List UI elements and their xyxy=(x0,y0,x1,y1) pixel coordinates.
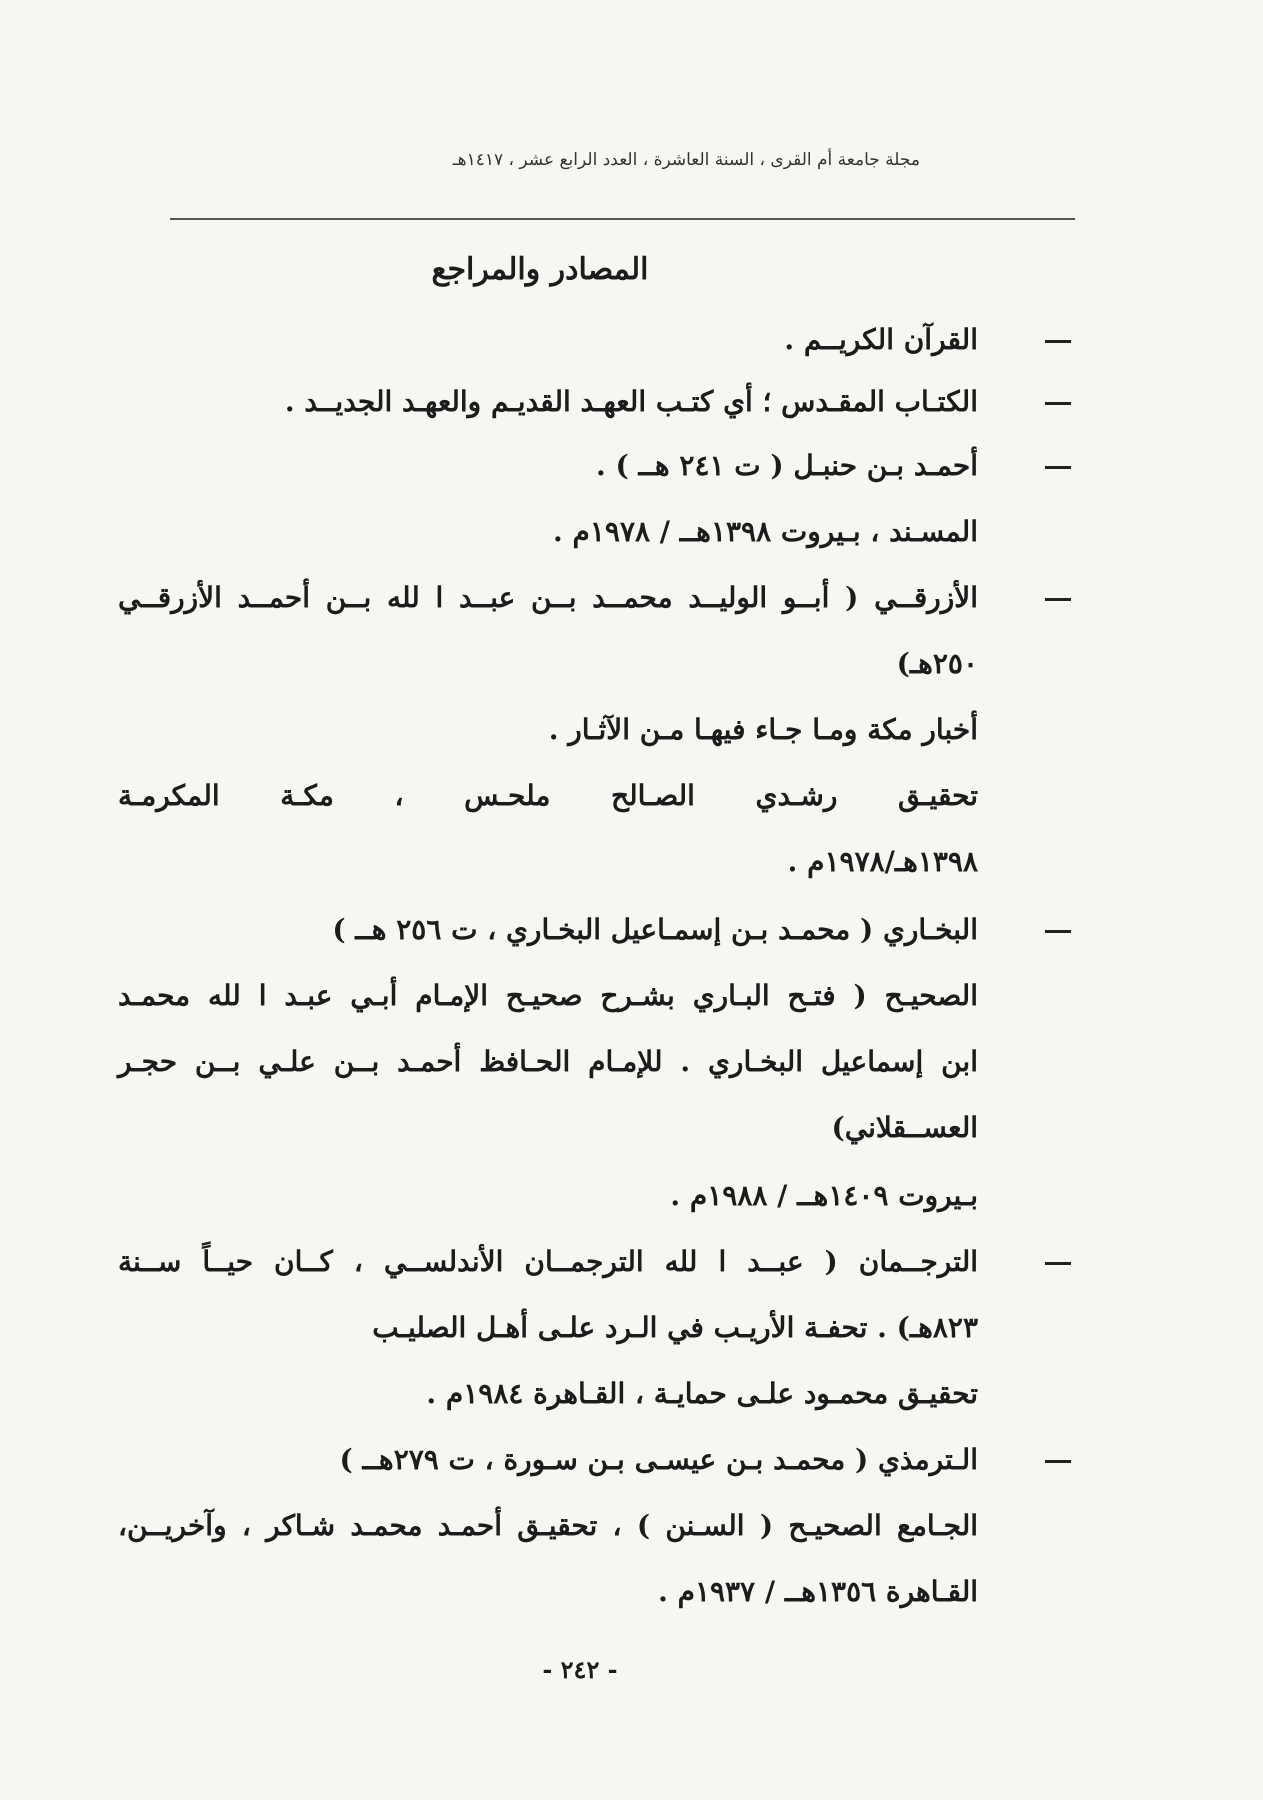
entry-line: العســقلاني) xyxy=(831,1111,978,1144)
entry-line: القـاهرة ١٣٥٦هــ / ١٩٣٧م . xyxy=(658,1575,978,1608)
entry-line: تحقيـق رشـدي الصـالح ملحـس ، مكـة المكرمـة xyxy=(118,779,978,812)
entry-dash xyxy=(1045,930,1071,933)
entry-line: البخـاري ( محمـد بـن إسمـاعيل البخـاري ، ت ٢٥٦ هــ ) xyxy=(332,913,978,946)
entry-line: الـترمذي ( محمـد بـن عيسـى بـن سـورة ، ت ٢٧٩هــ ) xyxy=(339,1443,978,1476)
entry-line: ابن إسماعيل البخـاري . للإمـام الحـافظ أحمـد بــن علـي بــن حجـر xyxy=(118,1045,978,1078)
entry-line: القرآن الكريــم . xyxy=(784,323,978,356)
entry-line: المسـند ، بـيروت ١٣٩٨هــ / ١٩٧٨م . xyxy=(553,515,978,548)
entry-line: الترجــمان ( عبــد ا لله الترجمــان الأندلســي ، كــان حيــاً ســنة xyxy=(118,1245,978,1278)
page-number: - ٢٤٢ - xyxy=(542,1655,618,1684)
entry-dash xyxy=(1045,1262,1071,1265)
entry-dash xyxy=(1045,1460,1071,1463)
entry-line: الأزرقــي ( أبــو الوليــد محمــد بــن عبــد ا لله بــن أحمــد الأزرقــي xyxy=(118,581,978,614)
entry-line: الكتـاب المقـدس ؛ أي كتـب العهـد القديـم والعهـد الجديــد . xyxy=(284,385,978,418)
header-rule xyxy=(170,218,1075,220)
entry-line: ١٣٩٨هـ/١٩٧٨م . xyxy=(787,845,978,878)
entry-line: ٢٥٠هـ) xyxy=(896,647,978,680)
entry-dash xyxy=(1045,598,1071,601)
entry-line: ٨٢٣هـ) . تحفـة الأريـب في الـرد علـى أهـل الصليـب xyxy=(372,1311,978,1344)
entry-line: تحقيـق محمـود علـى حمايـة ، القـاهرة ١٩٨٤م . xyxy=(426,1377,978,1410)
entry-line: الصحيـح ( فتـح البـاري بشـرح صحيـح الإمـام أبـي عبـد ا لله محمـد xyxy=(118,979,978,1012)
entry-dash xyxy=(1045,402,1071,405)
entry-line: أخبار مكة ومـا جـاء فيهـا مـن الآثـار . xyxy=(548,713,978,746)
entry-line: أحمـد بـن حنبـل ( ت ٢٤١ هــ ) . xyxy=(596,449,978,482)
running-header: مجلة جامعة أم القرى ، السنة العاشرة ، العدد الرابع عشر ، ١٤١٧هـ xyxy=(452,150,920,170)
entry-dash xyxy=(1045,340,1071,343)
entry-line: بـيروت ١٤٠٩هــ / ١٩٨٨م . xyxy=(670,1179,978,1212)
section-title: المصادر والمراجع xyxy=(431,252,649,287)
entry-dash xyxy=(1045,466,1071,469)
entry-line: الجـامع الصحيـح ( السـنن ) ، تحقيـق أحمـد محمـد شـاكر ، وآخريــن، xyxy=(118,1509,978,1542)
